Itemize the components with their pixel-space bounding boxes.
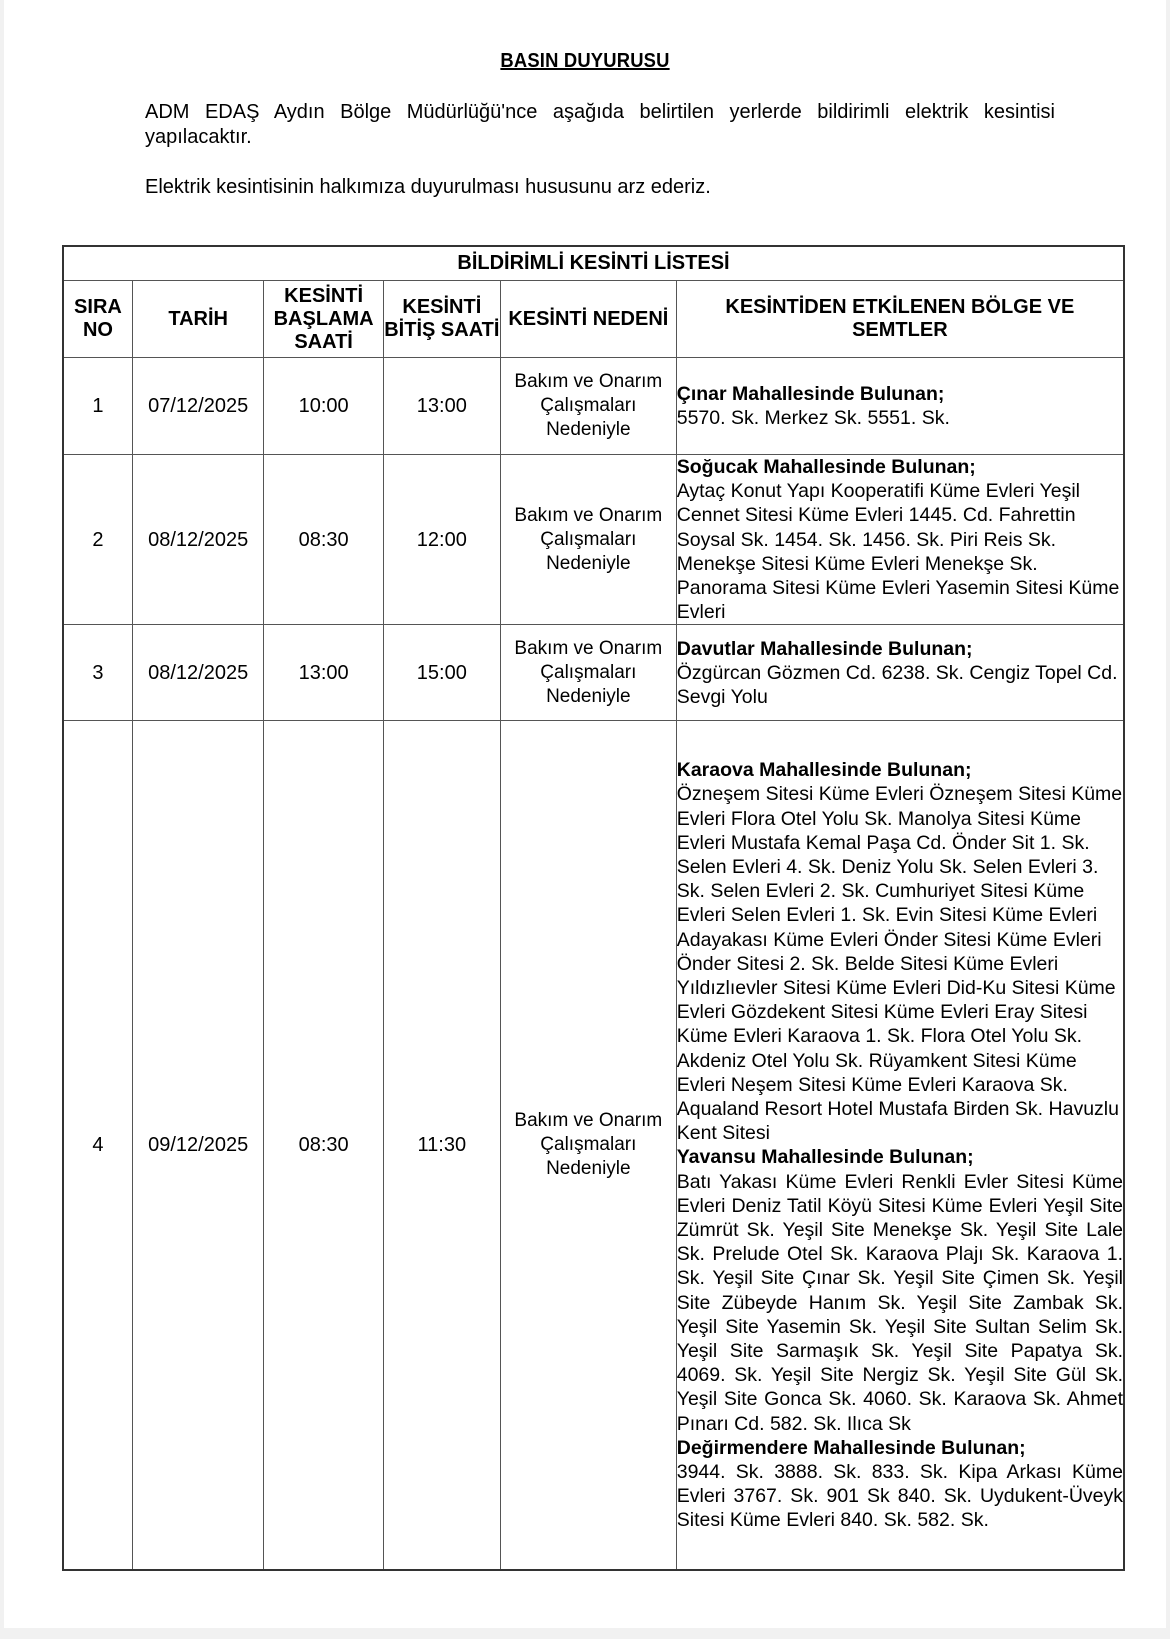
closing-paragraph: Elektrik kesintisinin halkımıza duyurulması hususunu arz ederiz. — [145, 176, 711, 198]
cell-no: 1 — [63, 358, 132, 455]
cell-start-time: 13:00 — [264, 625, 383, 721]
cell-affected-areas — [676, 455, 1124, 625]
cell-end-time: 15:00 — [383, 625, 500, 721]
street-list: Aytaç Konut Yapı Kooperatifi Küme Evleri Yeşil Cennet Sitesi Küme Evleri 1445. Cd. Fahrettin Soysal Sk. 1454. Sk. 1456. Sk. Piri Reis Sk. Menekşe Sitesi Küme Evleri Menekşe Sk. Panorama Sitesi Küme Evleri Yasemin Sitesi Küme Evleri — [676, 480, 1120, 624]
header-date: TARİH — [132, 281, 264, 358]
header-start-time: KESİNTİ BAŞLAMA SAATİ — [264, 281, 383, 358]
cell-no: 3 — [63, 625, 132, 721]
header-no: SIRA NO — [63, 281, 132, 358]
neighborhood-title: Karaova Mahallesinde Bulunan; — [676, 759, 972, 782]
cell-end-time: 13:00 — [383, 358, 500, 455]
cell-start-time: 08:30 — [264, 721, 383, 1571]
header-end-time: KESİNTİ BİTİŞ SAATİ — [383, 281, 500, 358]
street-list: Özgürcan Gözmen Cd. 6238. Sk. Cengiz Topel Cd. Sevgi Yolu — [676, 661, 1118, 709]
cell-no: 2 — [63, 455, 132, 625]
cell-affected-areas — [676, 721, 1124, 1571]
table-row — [63, 721, 1124, 1571]
cell-end-time: 12:00 — [383, 455, 500, 625]
neighborhood-title: Çınar Mahallesinde Bulunan; — [676, 382, 945, 405]
cell-affected-areas — [676, 625, 1124, 721]
cell-reason: Bakım ve Onarım Çalışmaları Nedeniyle — [500, 721, 676, 1571]
intro-paragraph: ADM EDAŞ Aydın Bölge Müdürlüğü'nce aşağıda belirtilen yerlerde bildirimli elektrik kesintisi yapılacaktır. — [145, 101, 1055, 148]
document-page — [4, 0, 1166, 1628]
cell-affected-areas — [676, 358, 1124, 455]
table-row — [63, 455, 1124, 625]
cell-date: 08/12/2025 — [132, 625, 264, 721]
neighborhood-title: Davutlar Mahallesinde Bulunan; — [676, 637, 973, 660]
table-header-row — [63, 281, 1124, 358]
cell-reason: Bakım ve Onarım Çalışmaları Nedeniyle — [500, 625, 676, 721]
street-list: 3944. Sk. 3888. Sk. 833. Sk. Kipa Arkası Küme Evleri 3767. Sk. 901 Sk 840. Sk. Uydukent-Üveyk Sitesi Küme Evleri 840. Sk. 582. Sk. — [676, 1461, 1123, 1532]
table-row — [63, 358, 1124, 455]
header-affected-areas: KESİNTİDEN ETKİLENEN BÖLGE VE SEMTLER — [676, 281, 1124, 358]
cell-date: 09/12/2025 — [132, 721, 264, 1571]
cell-reason: Bakım ve Onarım Çalışmaları Nedeniyle — [500, 455, 676, 625]
header-reason: KESİNTİ NEDENİ — [500, 281, 676, 358]
cell-date: 08/12/2025 — [132, 455, 264, 625]
cell-no: 4 — [63, 721, 132, 1571]
outage-table — [62, 245, 1125, 1571]
neighborhood-title: Soğucak Mahallesinde Bulunan; — [676, 456, 976, 478]
street-list: Batı Yakası Küme Evleri Renkli Evler Sitesi Küme Evleri Deniz Tatil Köyü Sitesi Küme Evleri Yeşil Site Zümrüt Sk. Yeşil Site Menekşe Sk. Yeşil Site Lale Sk. Prelude Otel Sk. Karaova Plajı Sk. Karaova 1. Sk. Yeşil Site Çınar Sk. Yeşil Site Çimen Sk. Yeşil Site Zübeyde Hanım Sk. Yeşil Site Zambak Sk. Yeşil Site Yasemin Sk. Yeşil Site Sultan Selim Sk. Yeşil Site Sarmaşık Sk. Yeşil Site Papatya Sk. 4069. Sk. Yeşil Site Nergiz Sk. Yeşil Site Gül Sk. Yeşil Site Gonca Sk. 4060. Sk. Karaova Sk. Ahmet Pınarı Cd. 582. Sk. Ilıca Sk — [676, 1170, 1123, 1435]
cell-end-time: 11:30 — [383, 721, 500, 1571]
street-list: 5570. Sk. Merkez Sk. 5551. Sk. — [676, 407, 950, 429]
cell-start-time: 10:00 — [264, 358, 383, 455]
document-title: BASIN DUYURUSU — [500, 50, 670, 72]
street-list: Özneşem Sitesi Küme Evleri Özneşem Sitesi Küme Evleri Flora Otel Yolu Sk. Manolya Sitesi Küme Evleri Mustafa Kemal Paşa Cd. Önder Sit 1. Sk. Selen Evleri 4. Sk. Deniz Yolu Sk. Selen Evleri 3. Sk. Selen Evleri 2. Sk. Cumhuriyet Sitesi Küme Evleri Selen Evleri 1. Sk. Evin Sitesi Küme Evleri Adayakası Küme Evleri Önder Sitesi Küme Evleri Önder Sitesi 2. Sk. Belde Sitesi Küme Evleri Yıldızlıevler Sitesi Küme Evleri Did-Ku Sitesi Küme Evleri Gözdekent Sitesi Küme Evleri Eray Sitesi Küme Evleri Karaova 1. Sk. Flora Otel Yolu Sk. Akdeniz Otel Yolu Sk. Rüyamkent Sitesi Küme Evleri Neşem Sitesi Küme Evleri Karaova Sk. Aqualand Resort Hotel Mustafa Birden Sk. Havuzlu Kent Sitesi — [676, 783, 1123, 1145]
cell-start-time: 08:30 — [264, 455, 383, 625]
table-row — [63, 625, 1124, 721]
neighborhood-title: Değirmendere Mahallesinde Bulunan; — [676, 1436, 1026, 1459]
cell-date: 07/12/2025 — [132, 358, 264, 455]
table-caption: BİLDİRİMLİ KESİNTİ LİSTESİ — [63, 246, 1124, 281]
neighborhood-title: Yavansu Mahallesinde Bulunan; — [676, 1146, 974, 1169]
cell-reason: Bakım ve Onarım Çalışmaları Nedeniyle — [500, 358, 676, 455]
